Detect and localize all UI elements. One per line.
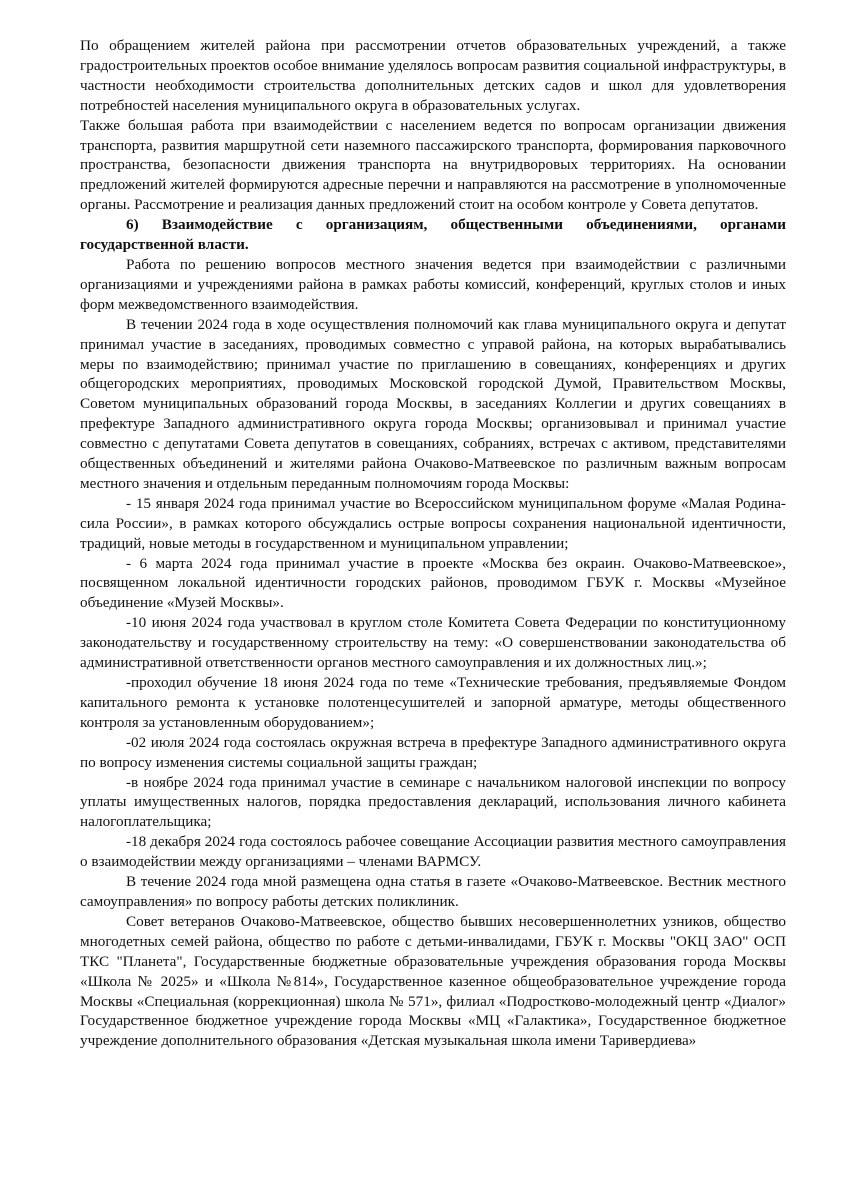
- list-item-dec-meeting: -18 декабря 2024 года состоялось рабочее совещание Ассоциации развития местного самоуправления о взаимодействии между организациями – членами ВАРМСУ.: [80, 833, 786, 871]
- list-item-jun-training: -проходил обучение 18 июня 2024 года по теме «Технические требования, предъявляемые Фондом капитального ремонта к установке полотенцесушителей и запорной арматуре, методы общественного контроля за установленным оборудованием»;: [80, 674, 786, 731]
- paragraph-organizations: Совет ветеранов Очаково-Матвеевское, общество бывших несовершеннолетних узников, общество многодетных семей района, общество по работе с детьми-инвалидами, ГБУК г. Москвы "ОКЦ ЗАО" ОСП ТКС "Планета", Государственные бюджетные образовательные учреждения образования города Москвы «Школа № 2025» и «Школа №814», Государственное казенное общеобразовательное учреждение города Москвы «Специальная (коррекционная) школа № 571», филиал «Подростково-молодежный центр «Диалог» Государственное бюджетное учреждение города Москвы «МЦ «Галактика», Государственное бюджетное учреждение дополнительного образования «Детская музыкальная школа имени Таривердиева»: [80, 912, 786, 1050]
- paragraph-activities-2024: В течении 2024 года в ходе осуществления полномочий как глава муниципального округа и депутат принимал участие в заседаниях, проводимых совместно с управой района, на которых вырабатывались меры по взаимодействию; принимал участие по приглашению в совещаниях, конференциях и других общегородских мероприятиях, проводимых Московской городской Думой, Правительством Москвы, Советом муниципальных образований города Москвы, в заседаниях Коллегии и других совещаниях в префектуре Западного административного округа города Москвы; организовывал и принимал участие совместно с депутатами Совета депутатов в совещаниях, собраниях, встречах с активом, представителями общественных объединений и жителями района Очаково-Матвеевское по различным важным вопросам местного значения и отдельным переданным полномочиям города Москвы:: [80, 315, 786, 492]
- paragraph-newspaper-article: В течение 2024 года мной размещена одна статья в газете «Очаково-Матвеевское. Вестник местного самоуправления» по вопросу работы детских поликлиник.: [80, 873, 786, 910]
- list-item-mar-project: - 6 марта 2024 года принимал участие в проекте «Москва без окраин. Очаково-Матвеевское», посвященном локальной идентичности городских районов, проводимом ГБУК г. Москвы «Музейное объединение «Музей Москвы».: [80, 554, 786, 612]
- paragraph-transport: Также большая работа при взаимодействии с населением ведется по вопросам организации движения транспорта, развития маршрутной сети наземного пассажирского транспорта, формирования парковочного пространства, безопасности движения транспорта на внутридворовых территориях. На основании предложений жителей формируются адресные перечни и направляются на рассмотрение в уполномоченные органы. Рассмотрение и реализация данных предложений стоит на особом контроле у Совета депутатов.: [80, 116, 786, 214]
- section-heading-interaction: 6) Взаимодействие с организациям, общественными объединениями, органами государственной власти.: [80, 216, 786, 254]
- list-item-nov-seminar: -в ноябре 2024 года принимал участие в семинаре с начальником налоговой инспекции по вопросу уплаты имущественных налогов, порядка предоставления деклараций, использования личного кабинета налогоплательщика;: [80, 773, 786, 831]
- list-item-jun-roundtable: -10 июня 2024 года участвовал в круглом столе Комитета Совета Федерации по конституционному законодательству и государственному строительству на тему: «О совершенствовании законодательства об административной ответственности органов местного самоуправления и их должностных лиц.»;: [80, 614, 786, 672]
- paragraph-interaction-intro: Работа по решению вопросов местного значения ведется при взаимодействии с различными организациями и учреждениями района в рамках работы комиссий, конференций, круглых столов и иных форм межведомственного взаимодействия.: [80, 255, 786, 313]
- list-item-jan-forum: - 15 января 2024 года принимал участие во Всероссийском муниципальном форуме «Малая Родина-сила России», в рамках которого обсуждались острые вопросы сохранения национальной идентичности, традиций, новые методы в государственном и муниципальном управлении;: [80, 494, 786, 552]
- list-item-jul-meeting: -02 июля 2024 года состоялась окружная встреча в префектуре Западного административного округа по вопросу изменения системы социальной защиты граждан;: [80, 733, 786, 771]
- paragraph-education-infrastructure: По обращением жителей района при рассмотрении отчетов образовательных учреждений, а также градостроительных проектов особое внимание уделялось вопросам развития социальной инфраструктуры, в частности необходимости строительства дополнительных детских садов и школ для удовлетворения потребностей населения муниципального округа в образовательных услугах.: [80, 37, 786, 114]
